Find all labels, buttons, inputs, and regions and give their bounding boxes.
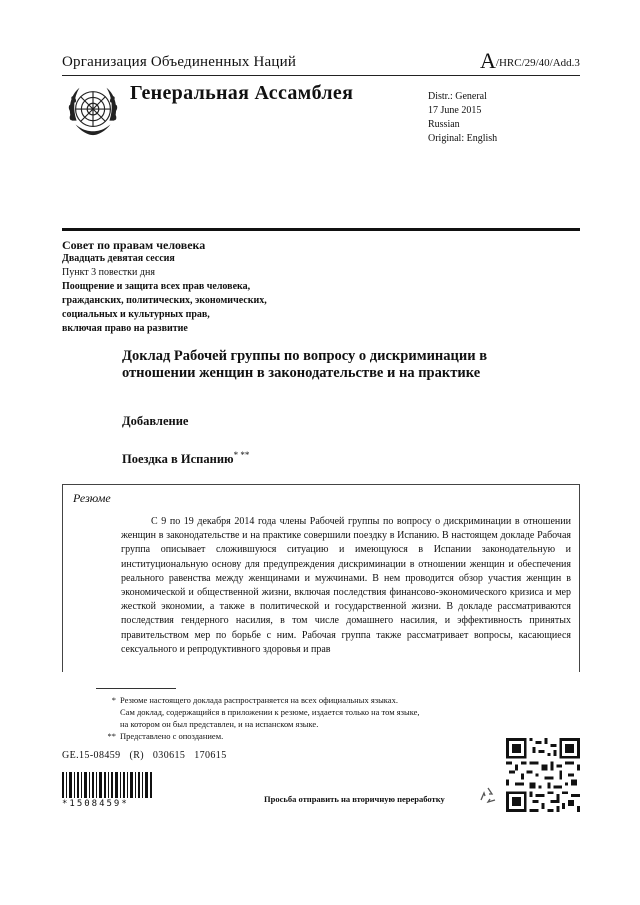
barcode-icon [62,772,154,798]
language-line: Russian [428,119,460,130]
summary-label: Резюме [73,491,111,505]
footnote-text: Резюме настоящего доклада распространяется на всех официальных языках. [120,695,398,705]
summary-text: С 9 по 19 декабря 2014 года члены Рабочей группы по вопросу о дискриминации в отношении женщин в законодательстве и на практике совершили поездку в Испанию. В настоящем докладе Рабочая группа описывает сложившуюся ситуацию и имеющуюся в Испании законодательную и институциональную основу для предупреждения дискриминации в отношении женщин и обеспечения реального равенства между женщинами и мужчинами. В нем проводится обзор участия женщин в экономической и общественной жизни, включая последствия финансово-экономического кризиса и мер жесткой экономии, а также в политической и государственной жизни. В докладе рассматриваются последствия гендерного насилия, в том числе домашнего насилия, и эффективность принятых правительством мер по борьбе с ним. Рабочая группа также рассматривает вопросы, касающиеся сексуального и репродуктивного здоровья и прав [121,516,571,655]
report-title: Доклад Рабочей группы по вопросу о дискриминации в отношении женщин в законодательстве и на практике [122,348,488,381]
distribution-info [428,90,497,146]
date-line: 17 June 2015 [428,105,482,116]
addendum-heading: Добавление [122,414,189,428]
footnote-text: Сам доклад, содержащийся в приложении к резюме, издается только на том языке, [120,707,420,717]
promotion-line: гражданских, политических, экономических, [62,295,267,306]
council-block [62,238,267,336]
qr-code-icon [506,738,580,812]
footnote-2 [100,730,520,742]
summary-box [62,484,580,672]
footnote-rule [96,688,176,689]
header-rule [62,75,580,76]
distribution-line: Distr.: General [428,91,487,102]
footnote-text: Представлено с опозданием. [120,731,224,741]
footnote-1-cont [100,718,520,730]
visit-text: Поездка в Испанию [122,452,234,467]
recycle-icon [478,786,498,806]
recycle-notice: Просьба отправить на вторичную переработку [264,794,445,804]
footnote-1-cont [100,706,520,718]
visit-heading [122,450,249,467]
document-number: GE.15-08459 (R) 030615 170615 [62,750,227,761]
session-line: Двадцать девятая сессия [62,253,175,264]
promotion-line: включая право на развитие [62,323,188,334]
footnotes [100,694,520,742]
un-emblem-icon [64,82,122,140]
footnote-mark: * [111,695,116,705]
symbol-prefix: A [480,48,496,73]
footnote-mark: ** [107,731,116,741]
symbol-rest: /HRC/29/40/Add.3 [495,57,580,69]
thick-rule [62,228,580,231]
organization-name: Организация Объединенных Наций [62,54,297,70]
promotion-line: Поощрение и защита всех прав человека, [62,281,251,292]
document-symbol [480,48,580,73]
promotion-line: социальных и культурных прав, [62,309,210,320]
footnote-1 [100,694,520,706]
footnote-marks: * ** [233,450,250,460]
agenda-item: Пункт 3 повестки дня [62,267,155,278]
footnote-text: на котором он был представлен, и на испанском языке. [120,719,319,729]
barcode-number: *1508459* [62,799,129,809]
council-name: Совет по правам человека [62,238,206,252]
general-assembly-title: Генеральная Ассамблея [130,82,354,104]
original-line: Original: English [428,133,498,144]
